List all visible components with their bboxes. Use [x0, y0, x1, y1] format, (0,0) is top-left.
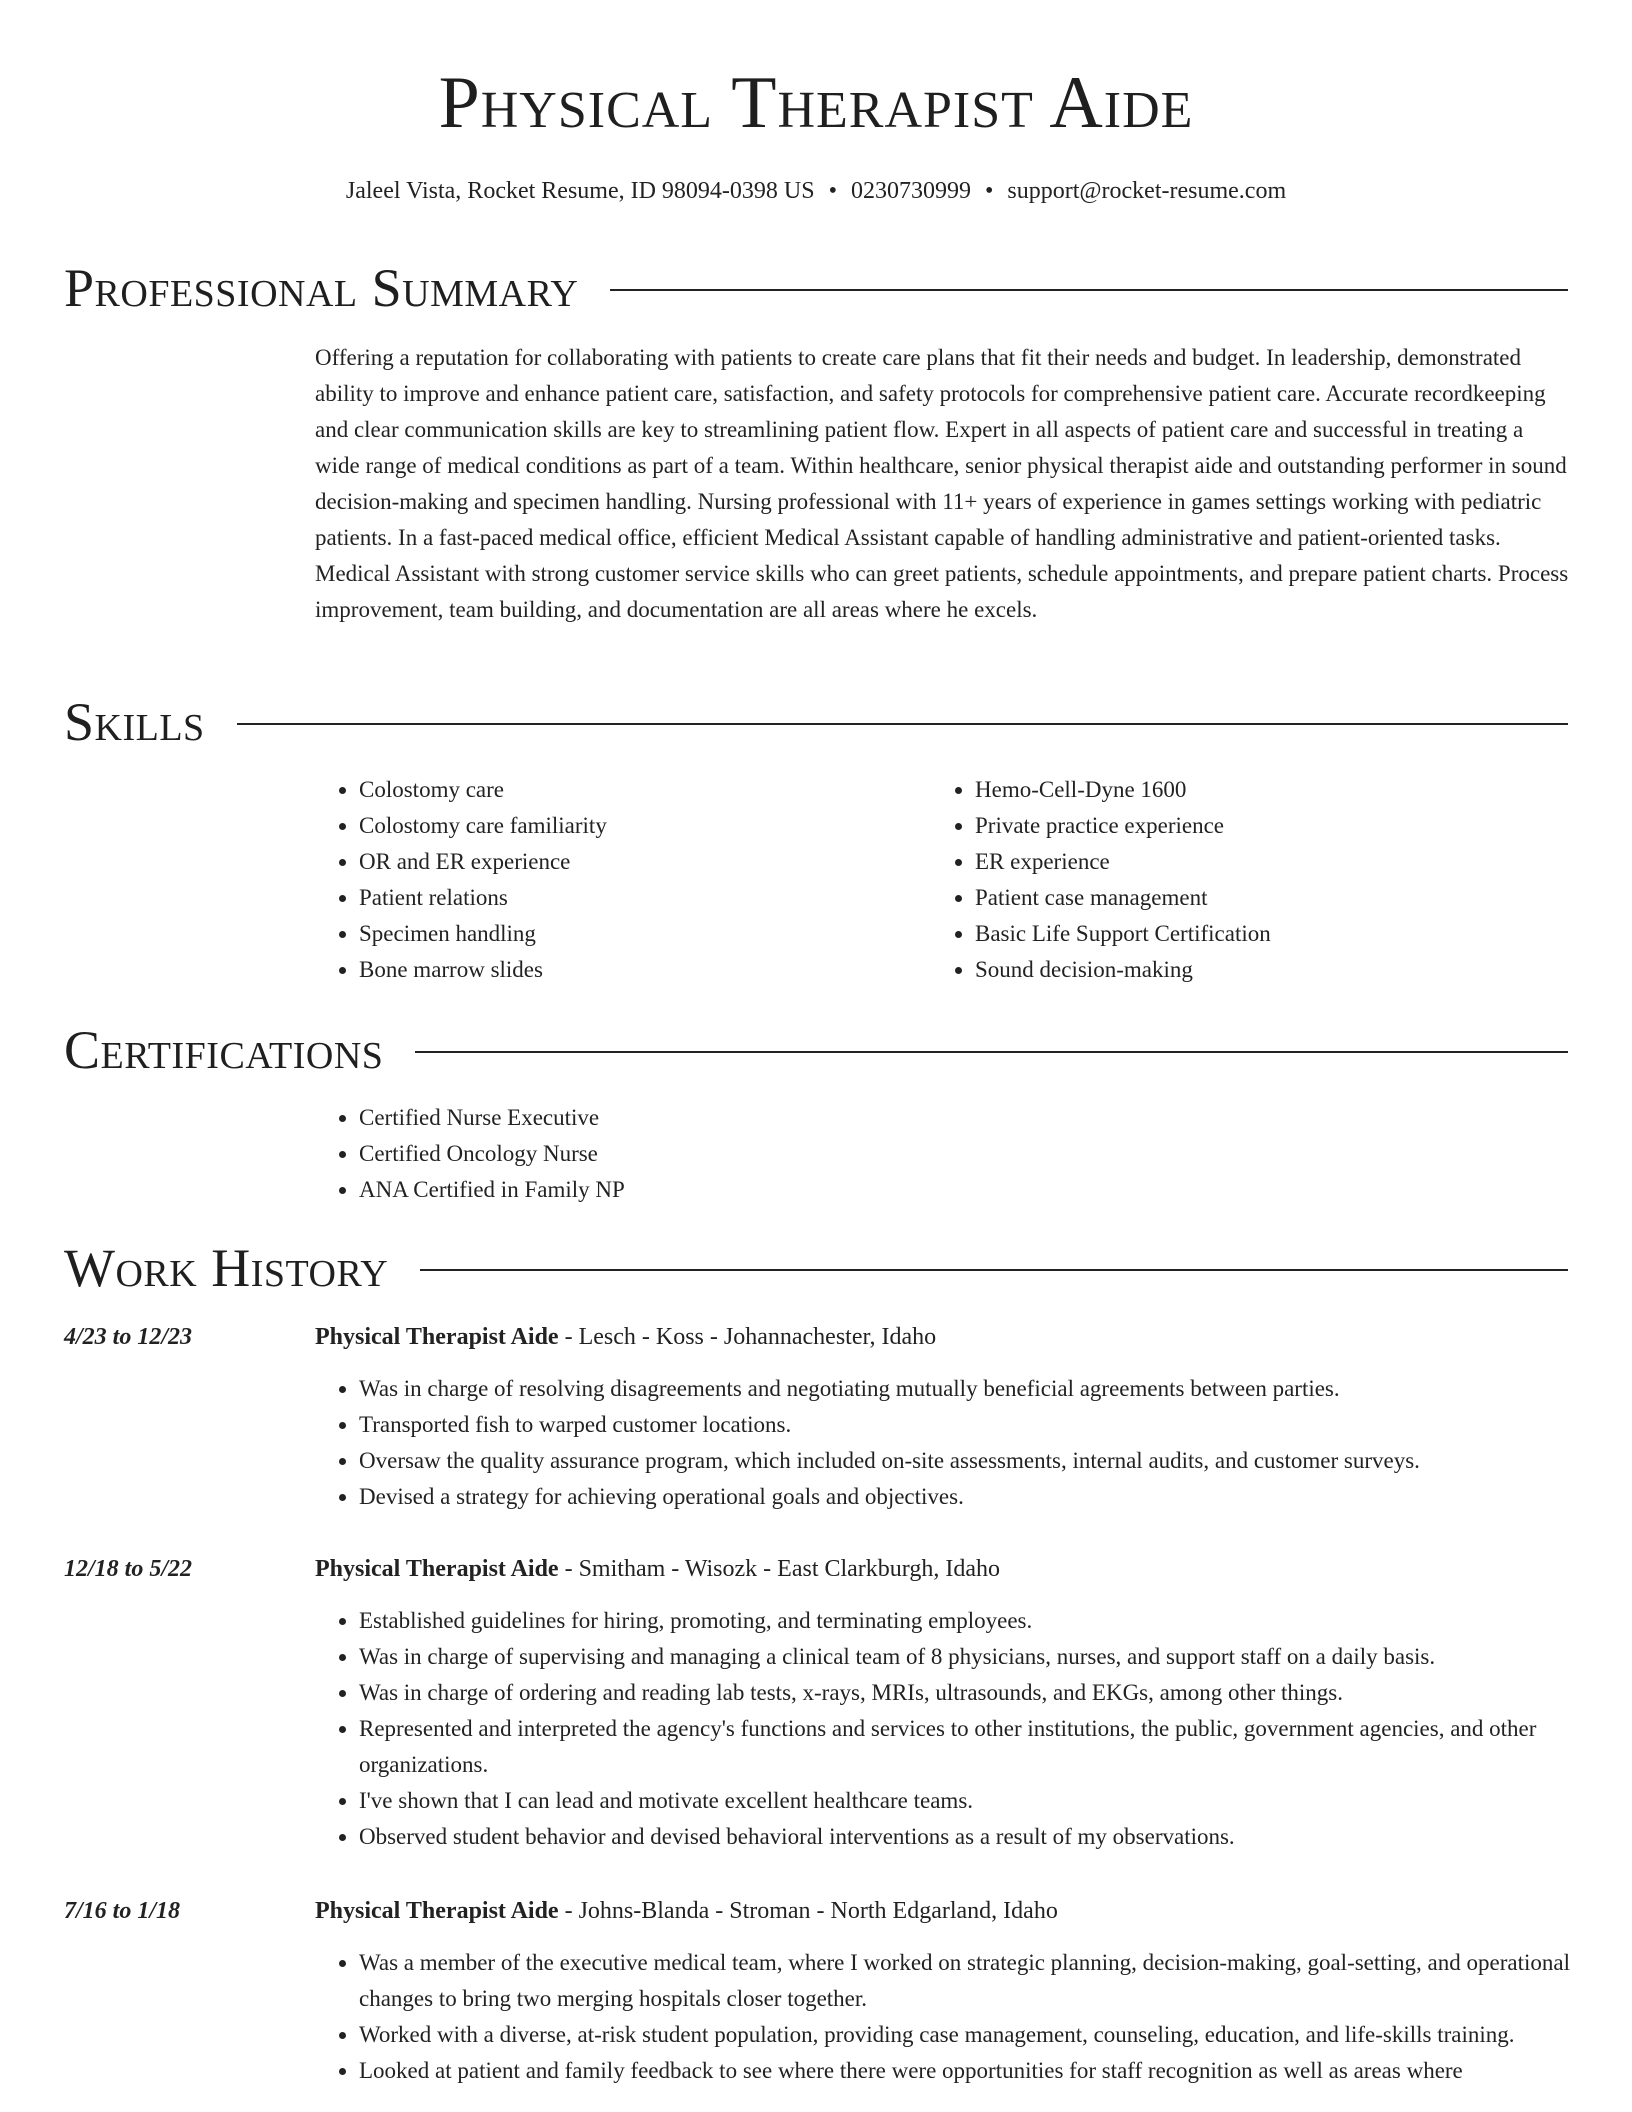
work-bullet: • I've shown that I can lead and motivate excellent healthcare teams.: [359, 1783, 1570, 1819]
work-bullet: • Was in charge of resolving disagreements and negotiating mutually beneficial agreements between parties.: [359, 1371, 1570, 1407]
skills-right-column: [931, 772, 1531, 988]
work-entry-dates: 4/23 to 12/23: [64, 1324, 193, 1350]
work-bullet: • Looked at patient and family feedback to see where there were opportunities for staff recognition as well as areas where: [359, 2053, 1570, 2089]
section-divider: [420, 1269, 1568, 1271]
skill-item: • ER experience: [975, 844, 1531, 880]
skills-section-title: Skills: [64, 692, 205, 752]
work-entry-bullets: [315, 1603, 1570, 1855]
skill-item: • Colostomy care: [359, 772, 915, 808]
work-entry-role: Physical Therapist Aide: [315, 1324, 559, 1350]
section-divider: [610, 289, 1568, 291]
work-entry-title-line: [315, 1893, 1058, 1929]
skill-item: • Patient relations: [359, 880, 915, 916]
work-entry-employer: - Lesch - Koss - Johannachester, Idaho: [558, 1324, 937, 1350]
work-entry-title-line: [315, 1551, 1000, 1587]
work-entry-dates: 12/18 to 5/22: [64, 1556, 193, 1582]
work-bullet: • Established guidelines for hiring, promoting, and terminating employees.: [359, 1603, 1570, 1639]
certification-item: • Certified Nurse Executive: [359, 1100, 1315, 1136]
section-divider: [415, 1051, 1568, 1053]
certifications-section-header: [64, 1018, 1568, 1082]
certification-item: • ANA Certified in Family NP: [359, 1172, 1315, 1208]
contact-email: support@rocket-resume.com: [1007, 178, 1287, 204]
skill-item: • Patient case management: [975, 880, 1531, 916]
work-entry-dates: 7/16 to 1/18: [64, 1898, 181, 1924]
skill-item: • Colostomy care familiarity: [359, 808, 915, 844]
certification-item: • Certified Oncology Nurse: [359, 1136, 1315, 1172]
work-bullet: • Observed student behavior and devised behavioral interventions as a result of my observations.: [359, 1819, 1570, 1855]
skill-item: • Bone marrow slides: [359, 952, 915, 988]
work-bullet: • Represented and interpreted the agency's functions and services to other institutions, the public, government agencies, and other organizations.: [359, 1711, 1570, 1783]
work-entry-title-line: [315, 1319, 936, 1355]
work-bullet: • Was in charge of ordering and reading lab tests, x-rays, MRIs, ultrasounds, and EKGs, among other things.: [359, 1675, 1570, 1711]
summary-section-header: [64, 256, 1568, 320]
section-divider: [237, 723, 1568, 725]
summary-section-title: Professional Summary: [64, 258, 579, 318]
work-bullet: • Devised a strategy for achieving operational goals and objectives.: [359, 1479, 1570, 1515]
work-bullet: • Was a member of the executive medical team, where I worked on strategic planning, decision-making, goal-setting, and operational changes to bring two merging hospitals closer together.: [359, 1945, 1570, 2017]
work-entry-role: Physical Therapist Aide: [315, 1898, 559, 1924]
contact-separator: •: [985, 178, 994, 204]
contact-address: Jaleel Vista, Rocket Resume, ID 98094-0398 US: [345, 178, 815, 204]
work-entry-bullets: [315, 1945, 1570, 2089]
work-history-section-title: Work History: [64, 1238, 389, 1298]
contact-phone: 0230730999: [851, 178, 972, 204]
skill-item: • Hemo-Cell-Dyne 1600: [975, 772, 1531, 808]
certifications-list: [315, 1100, 1315, 1208]
work-history-section-header: [64, 1236, 1568, 1300]
contact-separator: •: [828, 178, 838, 204]
skills-left-column: [315, 772, 915, 988]
skill-item: • OR and ER experience: [359, 844, 915, 880]
work-entry-employer: - Smitham - Wisozk - East Clarkburgh, Idaho: [558, 1556, 1001, 1582]
summary-text: Offering a reputation for collaborating with patients to create care plans that fit their needs and budget. In leadership, demonstrated ability to improve and enhance patient care, satisfaction, and safety protocols for comprehensive patient care. Accurate recordkeeping and clear communication skills are key to streamlining patient flow. Expert in all aspects of patient care and successful in treating a wide range of medical conditions as part of a team. Within healthcare, senior physical therapist aide and outstanding performer in sound decision-making and specimen handling. Nursing professional with 11+ years of experience in games settings working with pediatric patients. In a fast-paced medical office, efficient Medical Assistant capable of handling administrative and patient-oriented tasks. Medical Assistant with strong customer service skills who can greet patients, schedule appointments, and prepare patient charts. Process improvement, team building, and documentation are all areas where he excels.: [315, 345, 1569, 622]
work-bullet: • Was in charge of supervising and managing a clinical team of 8 physicians, nurses, and support staff on a daily basis.: [359, 1639, 1570, 1675]
contact-line: [0, 174, 1632, 208]
skill-item: • Sound decision-making: [975, 952, 1531, 988]
skill-item: • Specimen handling: [359, 916, 915, 952]
skill-item: • Private practice experience: [975, 808, 1531, 844]
skills-section-header: [64, 690, 1568, 754]
certifications-section-title: Certifications: [64, 1020, 384, 1080]
work-bullet: • Worked with a diverse, at-risk student population, providing case management, counseling, education, and life-skills training.: [359, 2017, 1570, 2053]
resume-name-heading: Physical Therapist Aide: [438, 62, 1194, 144]
work-bullet: • Transported fish to warped customer locations.: [359, 1407, 1570, 1443]
work-entry-employer: - Johns-Blanda - Stroman - North Edgarland, Idaho: [558, 1898, 1058, 1924]
work-entry-bullets: [315, 1371, 1570, 1515]
skill-item: • Basic Life Support Certification: [975, 916, 1531, 952]
work-entry-role: Physical Therapist Aide: [315, 1556, 559, 1582]
work-bullet: • Oversaw the quality assurance program, which included on-site assessments, internal audits, and customer surveys.: [359, 1443, 1570, 1479]
